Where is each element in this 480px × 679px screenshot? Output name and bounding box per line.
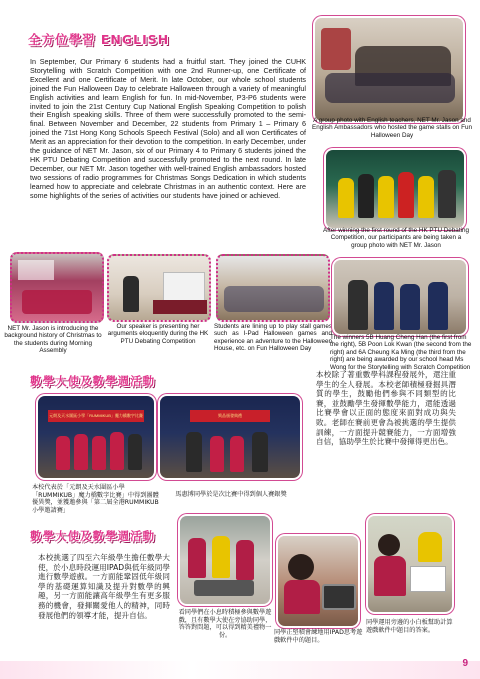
- photo-winners: [334, 260, 466, 334]
- caption-net-intro: NET Mr. Jason is introducing the background history of Christmas to the students during Morning Assembly: [4, 325, 102, 355]
- page-number: 9: [462, 658, 468, 669]
- photo-stall-games: [216, 254, 330, 322]
- banner-right: 獎品頒發典禮: [190, 410, 270, 422]
- section-title-math-2: 數學大使及數學週活動: [30, 529, 155, 543]
- caption-group-photo: A group photo with English teachers, NET Mr. Jason and English Ambassadors who hosted the game stalls on Fun Halloween Day: [312, 117, 472, 139]
- footer-decoration: [0, 661, 480, 679]
- photo-rummikub-silver: [160, 396, 300, 478]
- caption-rummikub-team: 本校代表於「元朗及天水圍區小學「RUMMIKUB」魔力橋數字比賽」中得到團體優異獎，並獲邀參與「第二屆全港RUMMIKUB小學邀請賽」: [32, 484, 159, 514]
- photo-group-halloween: [315, 18, 463, 121]
- caption-debating: After winning the first round of the HK PTU Debating Competition, our participants are being taken a group photo with NET Mr. Jason: [323, 227, 469, 249]
- caption-rummikub-silver: 馬惠博同學於是次比賽中得到個人賽銀獎: [175, 491, 287, 498]
- section-title-math-1: 數學大使及數學週活動: [30, 374, 155, 388]
- math-paragraph-2: 本校挑選了四至六年級學生擔任數學大使，於小息時段運用IPAD與低年級同學進行數學遊戲。一方面能鞏固低年級同學的基礎運算知識及提升對數學的興趣，另一方面能讓高年級學生有更多服務的機會，發揮關愛他人的精神，同時發展他們的領導才能，提升自信。: [38, 553, 170, 620]
- caption-ipad-thinking: 同學正堅積會練地用IPAD思考遊戲軟件中的題目。: [274, 629, 363, 644]
- photo-rummikub-team: [38, 396, 154, 478]
- caption-whiteboard: 同學運用旁邊的小白板幫助計算遊戲軟件中題目的答案。: [366, 619, 453, 634]
- banner-left: 元朗及天水圍區小學「RUMMIKUB」魔力橋數字比賽: [48, 410, 144, 422]
- caption-winners: The winners 5B Huang Cheng Han (the first from the right), 5B Poon Lok Kwan (the second from the right) and 6A Cheung Ka Ming (the third from the right) are being awarded by our school head Ms Wong for the Storytelling with Scratch Competition: [330, 334, 472, 371]
- caption-stall-games: Students are lining up to play stall games such as I-Pad Halloween games and experience an adventure to the Halloween House, etc. on Fun Halloween Day: [214, 323, 332, 353]
- section-title-english: 全方位學習 ENGLISH: [28, 32, 170, 47]
- math-paragraph-1: 本校除了著重數學科課程發展外，還注重學生的全人發展。本校老師積極發掘具潛質的學生，鼓勵他們參與不同類型的比賽，並鼓勵學生發揮數學能力，還能透過比賽學會以正面的態度來面對成功與失敗。老師在賽前更會為被挑選的學生提供訓練，一方面提升競賽能力，一方面增強自信，協助學生於比賽中發揮得更出色。: [316, 370, 456, 447]
- photo-net-intro: [10, 252, 104, 323]
- photo-ipad-games: [180, 516, 270, 604]
- photo-whiteboard: [368, 516, 452, 612]
- photo-speaker: [107, 254, 211, 322]
- english-paragraph: In September, Our Primary 6 students had a fruitful start. They joined the CUHK Storytelling with Scratch Competition with one 2nd Runner-up, one Certificate of Excellent and one Certificate of Merit. In late October, our whole school students joined the Fun Halloween Day to celebrate Halloween through a variety of meaningful English activities and learn English for fun. In mid-November, P3-P6 students were invited to join the 21st Century Cup National English Speaking Competition to polish their English speaking skills. Three of them were successfully promoted to the semi-final. Between November and December, 22 students from Primary 1 – Primary 6 joined the 71st Hong Kong Schools Speech Festival (Solo) and all won Certificates of Merit as an appreciation for their devotion to the competition. In early December, under the guidance of NET Mr. Jason, six of our Primary 4 to Primary 6 students joined the HK PTU Debating Competition and successfully promoted to the next round. In late December, our NET Mr. Jason together with well-trained English ambassadors hosted two sessions of radio programmes for Christmas Songs Dedication in which students learned how to appreciate and celebrate Christmas in an authentic context. Here are some highlights of the series of activities our students have joined or achieved.: [30, 57, 306, 200]
- caption-speaker: Our speaker is presenting her arguments eloquently during the HK PTU Debating Competition: [107, 323, 209, 345]
- caption-ipad-games: 看同學們在小息時積極參與數學遊戲，且有數學大使在旁協助同學，答答對問題，可以得到精美禮物一份。: [178, 609, 272, 639]
- photo-ipad-thinking: [278, 536, 358, 626]
- photo-debating-group: [326, 150, 464, 228]
